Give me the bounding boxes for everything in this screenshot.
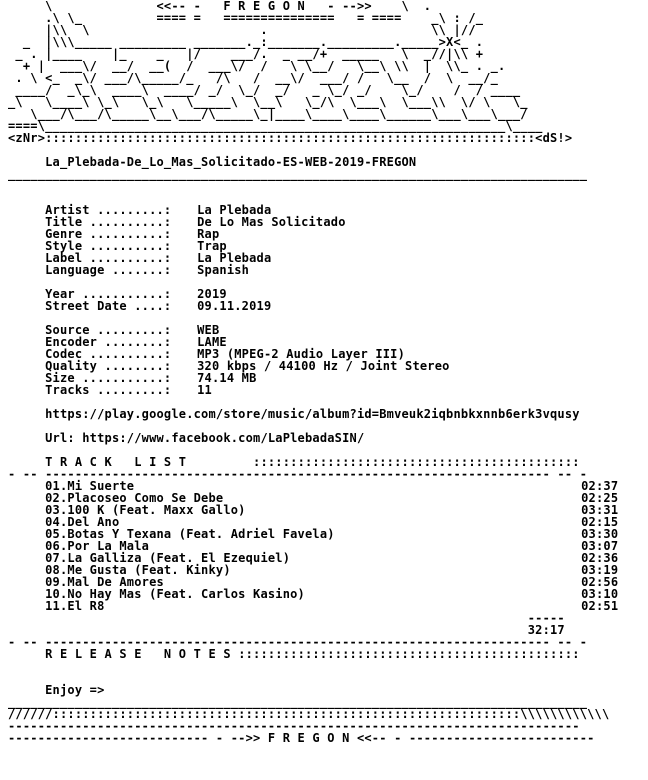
- track-title: 10.No Hay Mas (Feat. Carlos Kasino): [45, 587, 305, 601]
- info-group-artist: [8, 204, 648, 276]
- footer-rule: -----------------------------------------------------------------------------: [8, 719, 580, 733]
- heading-fill: ::::::::::::::::::::::::::::::::::::::::::::: [253, 455, 580, 469]
- banner-line: _ |\\\_____ _________ _______._:_______._________._____>X<_ .: [8, 35, 484, 49]
- banner-line: _ . |____ |_ _ |/ ___/. _ __/+ _____ \ _//|\\ +: [8, 47, 484, 61]
- notes-heading: [8, 648, 648, 660]
- track-duration: 02:56: [581, 575, 619, 589]
- track-title: 07.La Galliza (Feat. El Ezequiel): [45, 551, 291, 565]
- track-title: 08.Me Gusta (Feat. Kinky): [45, 563, 231, 577]
- track-list: [8, 480, 648, 612]
- notes-text: Enjoy =>: [45, 683, 105, 697]
- info-value: 320 kbps / 44100 Hz / Joint Stereo: [197, 359, 450, 373]
- info-row: [8, 300, 648, 312]
- banner-line: .\ \_ ==== = =============== = ==== _\ : /_: [8, 11, 484, 25]
- banner-line: \___/\___/\_____\__\___/\_____\_|____\____\____\______\___\___\___/: [8, 107, 528, 121]
- divider-rule: ______________________________________________________________________________: [8, 695, 588, 709]
- info-value: Rap: [197, 227, 220, 241]
- track-title: 05.Botas Y Texana (Feat. Adriel Favela): [45, 527, 335, 541]
- total-time: 32:17: [527, 623, 565, 637]
- track-title: 09.Mal De Amores: [45, 575, 164, 589]
- info-key: Source .........:: [45, 323, 172, 337]
- footer-brand: - -->> F R E G O N <<-- -: [215, 731, 402, 745]
- footer-brand-line: --------------------------- - -->> F R E G O N <<-- - -------------------------: [8, 731, 595, 745]
- info-value: 11: [197, 383, 212, 397]
- info-value: Spanish: [197, 263, 250, 277]
- info-value: La Plebada: [197, 251, 272, 265]
- banner-line: + | ___\/ __/ __( / ___\/ / \ \__/ \__\ \\ | \\_ . _.: [8, 59, 506, 73]
- track-duration: 03:19: [581, 563, 619, 577]
- track-title: 01.Mi Suerte: [45, 479, 135, 493]
- notes-title: R E L E A S E N O T E S: [45, 647, 231, 661]
- track-duration: 02:51: [581, 599, 619, 613]
- banner-line: ____/ _\_\ ____\ ____/ _/ \_/ _/ _ \_/ _/ \_/ / / ____: [8, 83, 521, 97]
- banner-line: <zNr>::::::::::::::::::::::::::::::::::::::::::::::::::::::::::::::::::<dS!>: [8, 131, 573, 145]
- banner-line: ====\______________________________________________________________\____: [8, 119, 543, 133]
- track-duration: 03:07: [581, 539, 619, 553]
- info-key: Street Date ....:: [45, 299, 172, 313]
- info-value: 09.11.2019: [197, 299, 272, 313]
- track-duration: 02:25: [581, 491, 619, 505]
- info-key: Codec ..........:: [45, 347, 172, 361]
- facebook-url-text[interactable]: Url: https://www.facebook.com/LaPlebadaSIN/: [45, 431, 365, 445]
- divider-rule: ______________________________________________________________________________: [8, 167, 588, 181]
- info-key: Year ...........:: [45, 287, 172, 301]
- info-row: [8, 264, 648, 276]
- heading-fill: ::::::::::::::::::::::::::::::::::::::::::::::: [238, 647, 580, 661]
- info-value: Trap: [197, 239, 227, 253]
- info-group-dates: [8, 288, 648, 312]
- info-value: 2019: [197, 287, 227, 301]
- tracklist-title: T R A C K L I S T: [45, 455, 187, 469]
- info-key: Title ..........:: [45, 215, 172, 229]
- banner-line: _\ \____\ \_\ \_\ \_____\ \__\ \_/\ \___\ \___\\ \/ \ \_: [8, 95, 528, 109]
- info-key: Quality ........:: [45, 359, 172, 373]
- info-row: [8, 384, 648, 396]
- track-title: 03.100 K (Feat. Maxx Gallo): [45, 503, 246, 517]
- track-title: 02.Placoseo Como Se Debe: [45, 491, 224, 505]
- info-key: Encoder ........:: [45, 335, 172, 349]
- info-value: WEB: [197, 323, 220, 337]
- info-key: Tracks .........:: [45, 383, 172, 397]
- store-url-text[interactable]: https://play.google.com/store/music/album?id=Bmveuk2iqbnbkxnnb6erk3vqusy: [45, 407, 580, 421]
- banner-line: \ <<-- - F R E G O N - -->> \ .: [8, 0, 432, 13]
- info-value: LAME: [197, 335, 227, 349]
- info-key: Label ..........:: [45, 251, 172, 265]
- info-value: 74.14 MB: [197, 371, 257, 385]
- track-duration: 02:15: [581, 515, 619, 529]
- spacer: [8, 660, 648, 672]
- info-key: Size ...........:: [45, 371, 172, 385]
- info-key: Style ..........:: [45, 239, 172, 253]
- banner-line: . \ <_ _\/ ___/\_____/_ /\ / __\/ ___/ / \__ / \ __/_: [8, 71, 499, 85]
- info-key: Language .......:: [45, 263, 172, 277]
- spacer: [8, 180, 648, 192]
- banner-line: |\\ \ . \\ |//: [8, 23, 476, 37]
- track-duration: 03:31: [581, 503, 619, 517]
- info-value: De Lo Mas Solicitado: [197, 215, 346, 229]
- footer-rule: //////:::::::::::::::::::::::::::::::::::::::::::::::::::::::::::::::\\\\\\\\\\\\: [8, 707, 610, 721]
- dash-rule: - -- -------------------------------------------------------------------- -- -: [8, 635, 588, 649]
- info-group-technical: [8, 324, 648, 396]
- info-value: MP3 (MPEG-2 Audio Layer III): [197, 347, 406, 361]
- track-title: 04.Del Ano: [45, 515, 120, 529]
- dash-rule: - -- -------------------------------------------------------------------- -- -: [8, 467, 588, 481]
- track-title: 06.Por La Mala: [45, 539, 150, 553]
- track-duration: 02:36: [581, 551, 619, 565]
- store-link[interactable]: [8, 408, 648, 420]
- facebook-link[interactable]: [8, 432, 648, 444]
- track-duration: 03:30: [581, 527, 619, 541]
- info-key: Genre ..........:: [45, 227, 172, 241]
- track-title: 11.El R8: [45, 599, 105, 613]
- track-duration: 03:10: [581, 587, 619, 601]
- info-key: Artist .........:: [45, 203, 172, 217]
- info-value: La Plebada: [197, 203, 272, 217]
- track-duration: 02:37: [581, 479, 619, 493]
- total-rule: -----: [8, 611, 565, 625]
- ascii-banner: [8, 0, 648, 144]
- release-name-text: La_Plebada-De_Lo_Mas_Solicitado-ES-WEB-2019-FREGON: [45, 155, 417, 169]
